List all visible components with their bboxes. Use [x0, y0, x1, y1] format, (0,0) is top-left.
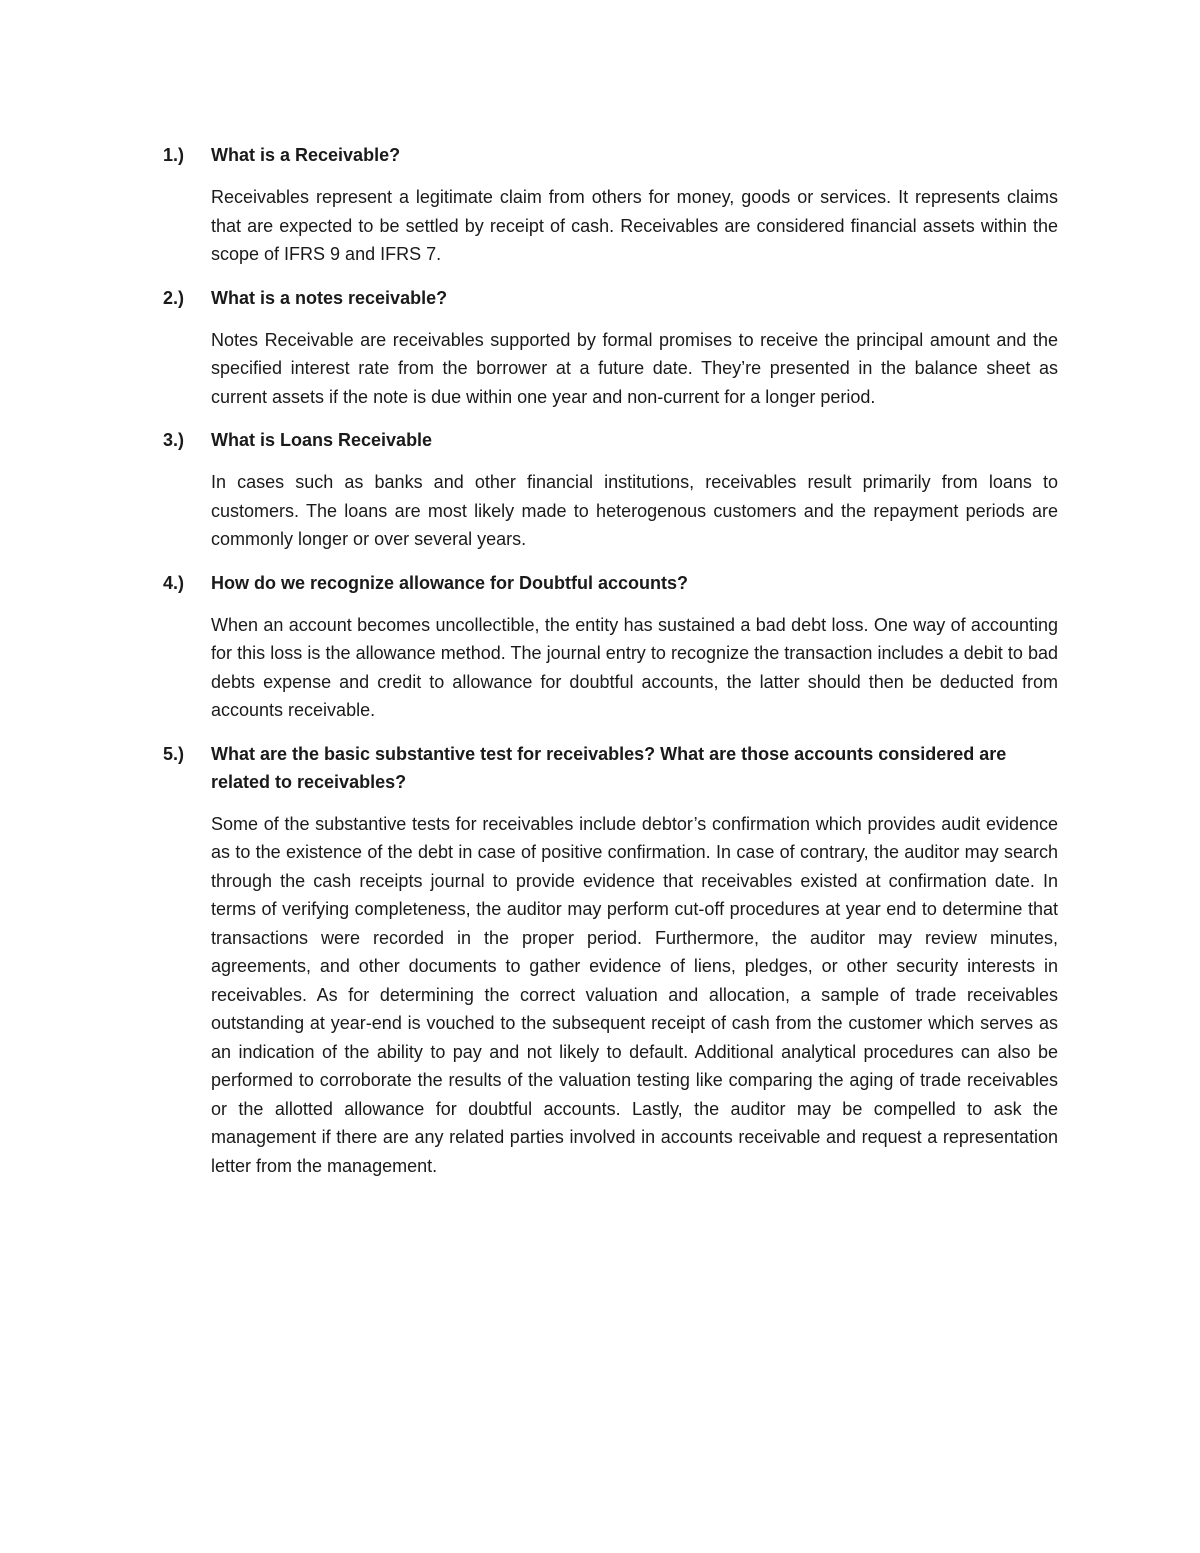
answer-paragraph: In cases such as banks and other financial institutions, receivables result primarily from loans to customers. The loans are most likely made to heterogenous customers and the repayment periods are commonly longer or over several years.: [211, 472, 1058, 549]
answer-paragraph: Some of the substantive tests for receivables include debtor’s confirmation which provides audit evidence as to the existence of the debt in case of positive confirmation. In case of contrary, the auditor may search through the cash receipts journal to provide evidence that receivables existed at confirmation date. In terms of verifying completeness, the auditor may perform cut-off procedures at year end to determine that transactions were recorded in the proper period. Furthermore, the auditor may review minutes, agreements, and other documents to gather evidence of liens, pledges, or other security interests in receivables. As for determining the correct valuation and allocation, a sample of trade receivables outstanding at year-end is vouched to the subsequent receipt of cash from the customer which serves as an indication of the ability to pay and not likely to default. Additional analytical procedures can also be performed to corroborate the results of the valuation testing like comparing the aging of trade receivables or the allotted allowance for doubtful accounts. Lastly, the auditor may be compelled to ask the management if there are any related parties involved in accounts receivable and request a representation letter from the management.: [211, 813, 1058, 1176]
question-number: 1.): [163, 145, 185, 165]
question-item-5: [163, 740, 1058, 1181]
question-item-4: [163, 569, 1058, 725]
question-number: 4.): [163, 572, 185, 593]
question-heading: How do we recognize allowance for Doubtful accounts?: [211, 572, 689, 593]
question-list: [163, 141, 1058, 1195]
question-item-1: [163, 141, 1058, 269]
question-heading: What is a Receivable?: [211, 145, 401, 165]
answer-paragraph: Receivables represent a legitimate claim from others for money, goods or services. It represents claims that are expected to be settled by receipt of cash. Receivables are considered financial assets within the scope of IFRS 9 and IFRS 7.: [211, 187, 1058, 264]
question-number: 3.): [163, 430, 185, 450]
question-heading: What is Loans Receivable: [211, 430, 433, 450]
question-item-3: [163, 426, 1058, 554]
question-number: 2.): [163, 287, 185, 308]
question-heading: What is a notes receivable?: [211, 287, 448, 308]
question-number: 5.): [163, 743, 185, 764]
answer-paragraph: When an account becomes uncollectible, the entity has sustained a bad debt loss. One way of accounting for this loss is the allowance method. The journal entry to recognize the transaction includes a debit to bad debts expense and credit to allowance for doubtful accounts, the latter should then be deducted from accounts receivable.: [211, 614, 1058, 720]
question-item-2: [163, 284, 1058, 412]
answer-paragraph: Notes Receivable are receivables supported by formal promises to receive the principal amount and the specified interest rate from the borrower at a future date. They’re presented in the balance sheet as current assets if the note is due within one year and non-current for a longer period.: [211, 329, 1058, 407]
question-heading: What are the basic substantive test for receivables? What are those accounts considered are related to receivables?: [211, 743, 1007, 792]
